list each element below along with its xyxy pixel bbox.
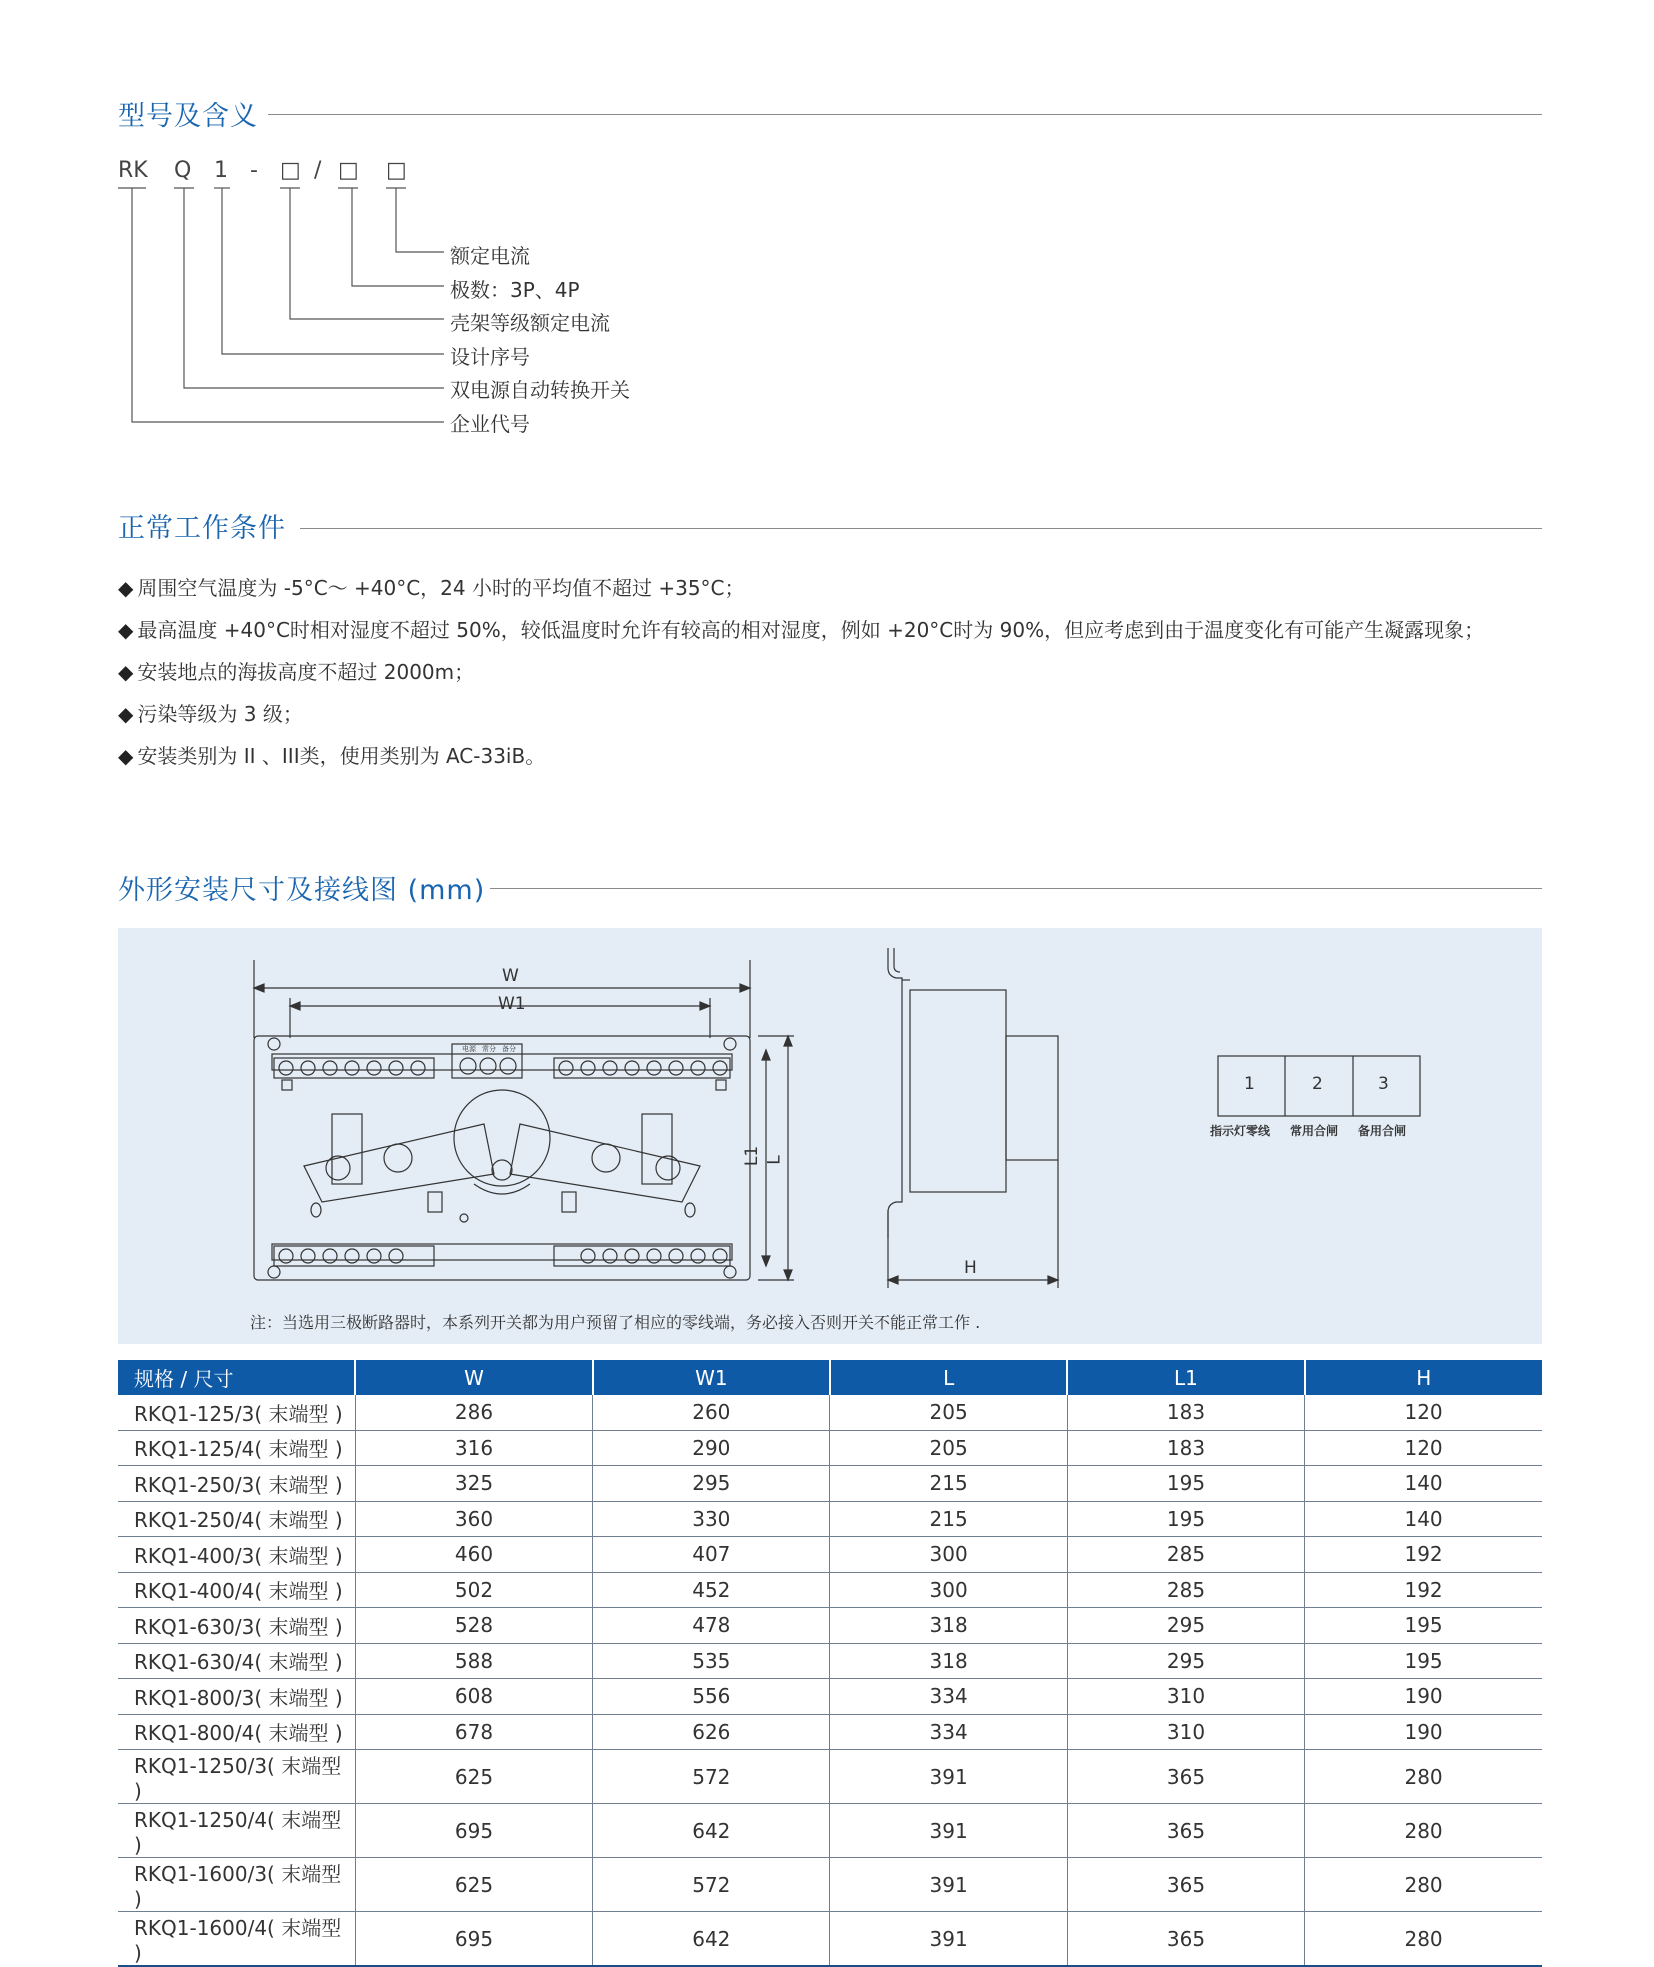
diamond-bullet-icon: ◆	[118, 702, 134, 726]
table-cell: 695	[355, 1912, 592, 1967]
condition-item	[118, 698, 303, 727]
table-cell: 502	[355, 1572, 592, 1608]
condition-text: 安装地点的海拔高度不超过 2000m；	[137, 660, 475, 684]
table-cell: 120	[1305, 1395, 1542, 1430]
table-cell: 280	[1305, 1858, 1542, 1912]
table-cell: 325	[355, 1466, 592, 1502]
table-cell: 572	[593, 1858, 830, 1912]
model-code-part: □	[280, 158, 301, 183]
table-cell: 215	[830, 1501, 1067, 1537]
table-cell: 140	[1305, 1501, 1542, 1537]
table-cell: 316	[355, 1430, 592, 1466]
model-code-part: -	[250, 158, 258, 183]
table-cell: 215	[830, 1466, 1067, 1502]
side-view-drawing	[872, 948, 1072, 1308]
dimension-label-l1: L1	[742, 1145, 763, 1167]
table-header: 规格 / 尺寸	[118, 1360, 355, 1395]
table-cell: 556	[593, 1679, 830, 1715]
table-cell: 330	[593, 1501, 830, 1537]
panel-label: 备分	[502, 1045, 516, 1053]
table-cell-model: RKQ1-800/3( 末端型 )	[118, 1679, 355, 1715]
terminal-label: 指示灯零线	[1210, 1124, 1271, 1138]
table-header-row	[118, 1360, 1542, 1395]
dimension-label-w1: W1	[498, 994, 526, 1014]
dimension-label-h: H	[964, 1258, 977, 1278]
table-cell: 195	[1067, 1466, 1304, 1502]
condition-item	[118, 740, 545, 769]
table-cell: 391	[830, 1804, 1067, 1858]
table-cell-model: RKQ1-125/4( 末端型 )	[118, 1430, 355, 1466]
section-rule-dimensions	[490, 888, 1542, 889]
table-cell: 452	[593, 1572, 830, 1608]
section-title-dimensions: 外形安装尺寸及接线图 (mm)	[118, 875, 486, 906]
table-cell: 391	[830, 1750, 1067, 1804]
terminal-label: 备用合闸	[1358, 1124, 1407, 1138]
table-row	[118, 1501, 1542, 1537]
table-cell: 280	[1305, 1750, 1542, 1804]
table-cell: 310	[1067, 1679, 1304, 1715]
table-header: W	[355, 1360, 592, 1395]
table-cell: 642	[593, 1804, 830, 1858]
table-cell: 478	[593, 1608, 830, 1644]
model-code-part: /	[314, 158, 322, 183]
table-cell: 407	[593, 1537, 830, 1573]
table-cell: 285	[1067, 1572, 1304, 1608]
table-cell-model: RKQ1-630/3( 末端型 )	[118, 1608, 355, 1644]
table-cell: 460	[355, 1537, 592, 1573]
table-cell-model: RKQ1-400/3( 末端型 )	[118, 1537, 355, 1573]
table-cell: 260	[593, 1395, 830, 1430]
table-row	[118, 1466, 1542, 1502]
table-cell: 360	[355, 1501, 592, 1537]
model-legend-item: 极数：3P、4P	[450, 278, 580, 302]
table-header: L1	[1067, 1360, 1304, 1395]
table-cell: 642	[593, 1912, 830, 1967]
table-cell: 365	[1067, 1858, 1304, 1912]
table-cell-model: RKQ1-1600/4( 末端型 )	[118, 1912, 355, 1967]
table-header: H	[1305, 1360, 1542, 1395]
model-code-part: RK	[118, 158, 148, 183]
diamond-bullet-icon: ◆	[118, 576, 134, 600]
table-cell-model: RKQ1-1600/3( 末端型 )	[118, 1858, 355, 1912]
panel-label: 常分	[482, 1045, 496, 1053]
table-row	[118, 1804, 1542, 1858]
table-cell: 192	[1305, 1537, 1542, 1573]
table-cell: 626	[593, 1714, 830, 1750]
model-code-part: □	[338, 158, 359, 183]
table-cell: 286	[355, 1395, 592, 1430]
table-cell: 183	[1067, 1430, 1304, 1466]
terminal-label: 常用合闸	[1290, 1124, 1339, 1138]
condition-text: 污染等级为 3 级；	[137, 702, 303, 726]
table-row	[118, 1679, 1542, 1715]
table-cell: 300	[830, 1537, 1067, 1573]
table-cell: 295	[1067, 1643, 1304, 1679]
table-cell: 300	[830, 1572, 1067, 1608]
condition-text: 安装类别为 II 、III类，使用类别为 AC-33iB。	[137, 744, 546, 768]
table-row	[118, 1858, 1542, 1912]
table-row	[118, 1395, 1542, 1430]
table-row	[118, 1430, 1542, 1466]
table-cell-model: RKQ1-800/4( 末端型 )	[118, 1714, 355, 1750]
table-cell-model: RKQ1-250/3( 末端型 )	[118, 1466, 355, 1502]
table-cell: 365	[1067, 1804, 1304, 1858]
model-legend-item: 企业代号	[450, 412, 530, 436]
terminal-number: 2	[1312, 1074, 1323, 1094]
table-cell: 183	[1067, 1395, 1304, 1430]
table-cell: 190	[1305, 1679, 1542, 1715]
section-rule-conditions	[300, 528, 1542, 529]
table-cell: 318	[830, 1643, 1067, 1679]
table-cell: 205	[830, 1395, 1067, 1430]
table-row	[118, 1537, 1542, 1573]
table-cell: 334	[830, 1714, 1067, 1750]
condition-text: 最高温度 +40°C时相对湿度不超过 50%，较低温度时允许有较高的相对湿度，例如 +20°C时为 90%，但应考虑到由于温度变化有可能产生凝露现象；	[137, 618, 1485, 642]
condition-item	[118, 656, 474, 685]
table-cell: 192	[1305, 1572, 1542, 1608]
section-title-model: 型号及含义	[118, 101, 258, 132]
table-row	[118, 1714, 1542, 1750]
table-row	[118, 1912, 1542, 1967]
dimension-label-w: W	[502, 966, 519, 986]
diagram-panel	[118, 928, 1542, 1344]
condition-item	[118, 614, 1484, 643]
table-cell-model: RKQ1-400/4( 末端型 )	[118, 1572, 355, 1608]
table-cell: 365	[1067, 1750, 1304, 1804]
table-cell: 334	[830, 1679, 1067, 1715]
table-cell: 195	[1305, 1643, 1542, 1679]
table-cell: 310	[1067, 1714, 1304, 1750]
diamond-bullet-icon: ◆	[118, 618, 134, 642]
model-legend-item: 双电源自动转换开关	[450, 378, 630, 402]
table-cell: 295	[593, 1466, 830, 1502]
model-code-part: □	[386, 158, 407, 183]
table-row	[118, 1608, 1542, 1644]
table-cell: 625	[355, 1858, 592, 1912]
table-cell: 572	[593, 1750, 830, 1804]
table-header: L	[830, 1360, 1067, 1395]
diamond-bullet-icon: ◆	[118, 744, 134, 768]
table-cell-model: RKQ1-250/4( 末端型 )	[118, 1501, 355, 1537]
terminal-number: 1	[1244, 1074, 1255, 1094]
table-cell-model: RKQ1-125/3( 末端型 )	[118, 1395, 355, 1430]
table-cell: 285	[1067, 1537, 1304, 1573]
model-legend-item: 壳架等级额定电流	[450, 311, 610, 335]
table-cell: 295	[1067, 1608, 1304, 1644]
table-cell: 195	[1305, 1608, 1542, 1644]
table-row	[118, 1750, 1542, 1804]
terminal-number: 3	[1378, 1074, 1389, 1094]
table-cell: 535	[593, 1643, 830, 1679]
table-cell: 625	[355, 1750, 592, 1804]
table-cell-model: RKQ1-1250/4( 末端型 )	[118, 1804, 355, 1858]
table-cell: 695	[355, 1804, 592, 1858]
table-cell: 280	[1305, 1804, 1542, 1858]
diagram-note: 注：当选用三极断路器时，本系列开关都为用户预留了相应的零线端，务必接入否则开关不能正常工作 .	[250, 1313, 981, 1332]
model-legend-item: 额定电流	[450, 244, 530, 268]
table-cell: 391	[830, 1858, 1067, 1912]
table-cell: 290	[593, 1430, 830, 1466]
table-cell: 318	[830, 1608, 1067, 1644]
table-row	[118, 1572, 1542, 1608]
table-cell-model: RKQ1-1250/3( 末端型 )	[118, 1750, 355, 1804]
table-cell: 205	[830, 1430, 1067, 1466]
table-cell: 678	[355, 1714, 592, 1750]
table-cell: 365	[1067, 1912, 1304, 1967]
table-header: W1	[593, 1360, 830, 1395]
model-legend-item: 设计序号	[450, 345, 530, 369]
condition-item	[118, 572, 745, 601]
section-rule-model	[268, 114, 1542, 115]
table-cell: 120	[1305, 1430, 1542, 1466]
table-cell: 391	[830, 1912, 1067, 1967]
dimension-label-l: L	[764, 1155, 785, 1165]
condition-text: 周围空气温度为 -5°C～ +40°C，24 小时的平均值不超过 +35°C；	[137, 576, 745, 600]
dimensions-table	[118, 1360, 1542, 1967]
diamond-bullet-icon: ◆	[118, 660, 134, 684]
table-cell: 280	[1305, 1912, 1542, 1967]
panel-label: 电源	[462, 1045, 476, 1053]
table-cell: 195	[1067, 1501, 1304, 1537]
table-cell: 190	[1305, 1714, 1542, 1750]
table-cell: 140	[1305, 1466, 1542, 1502]
model-code-part: Q	[174, 158, 192, 183]
table-row	[118, 1643, 1542, 1679]
table-cell: 588	[355, 1643, 592, 1679]
section-title-conditions: 正常工作条件	[118, 513, 286, 544]
table-cell: 528	[355, 1608, 592, 1644]
model-code-part: 1	[214, 158, 228, 183]
table-cell: 608	[355, 1679, 592, 1715]
table-cell-model: RKQ1-630/4( 末端型 )	[118, 1643, 355, 1679]
